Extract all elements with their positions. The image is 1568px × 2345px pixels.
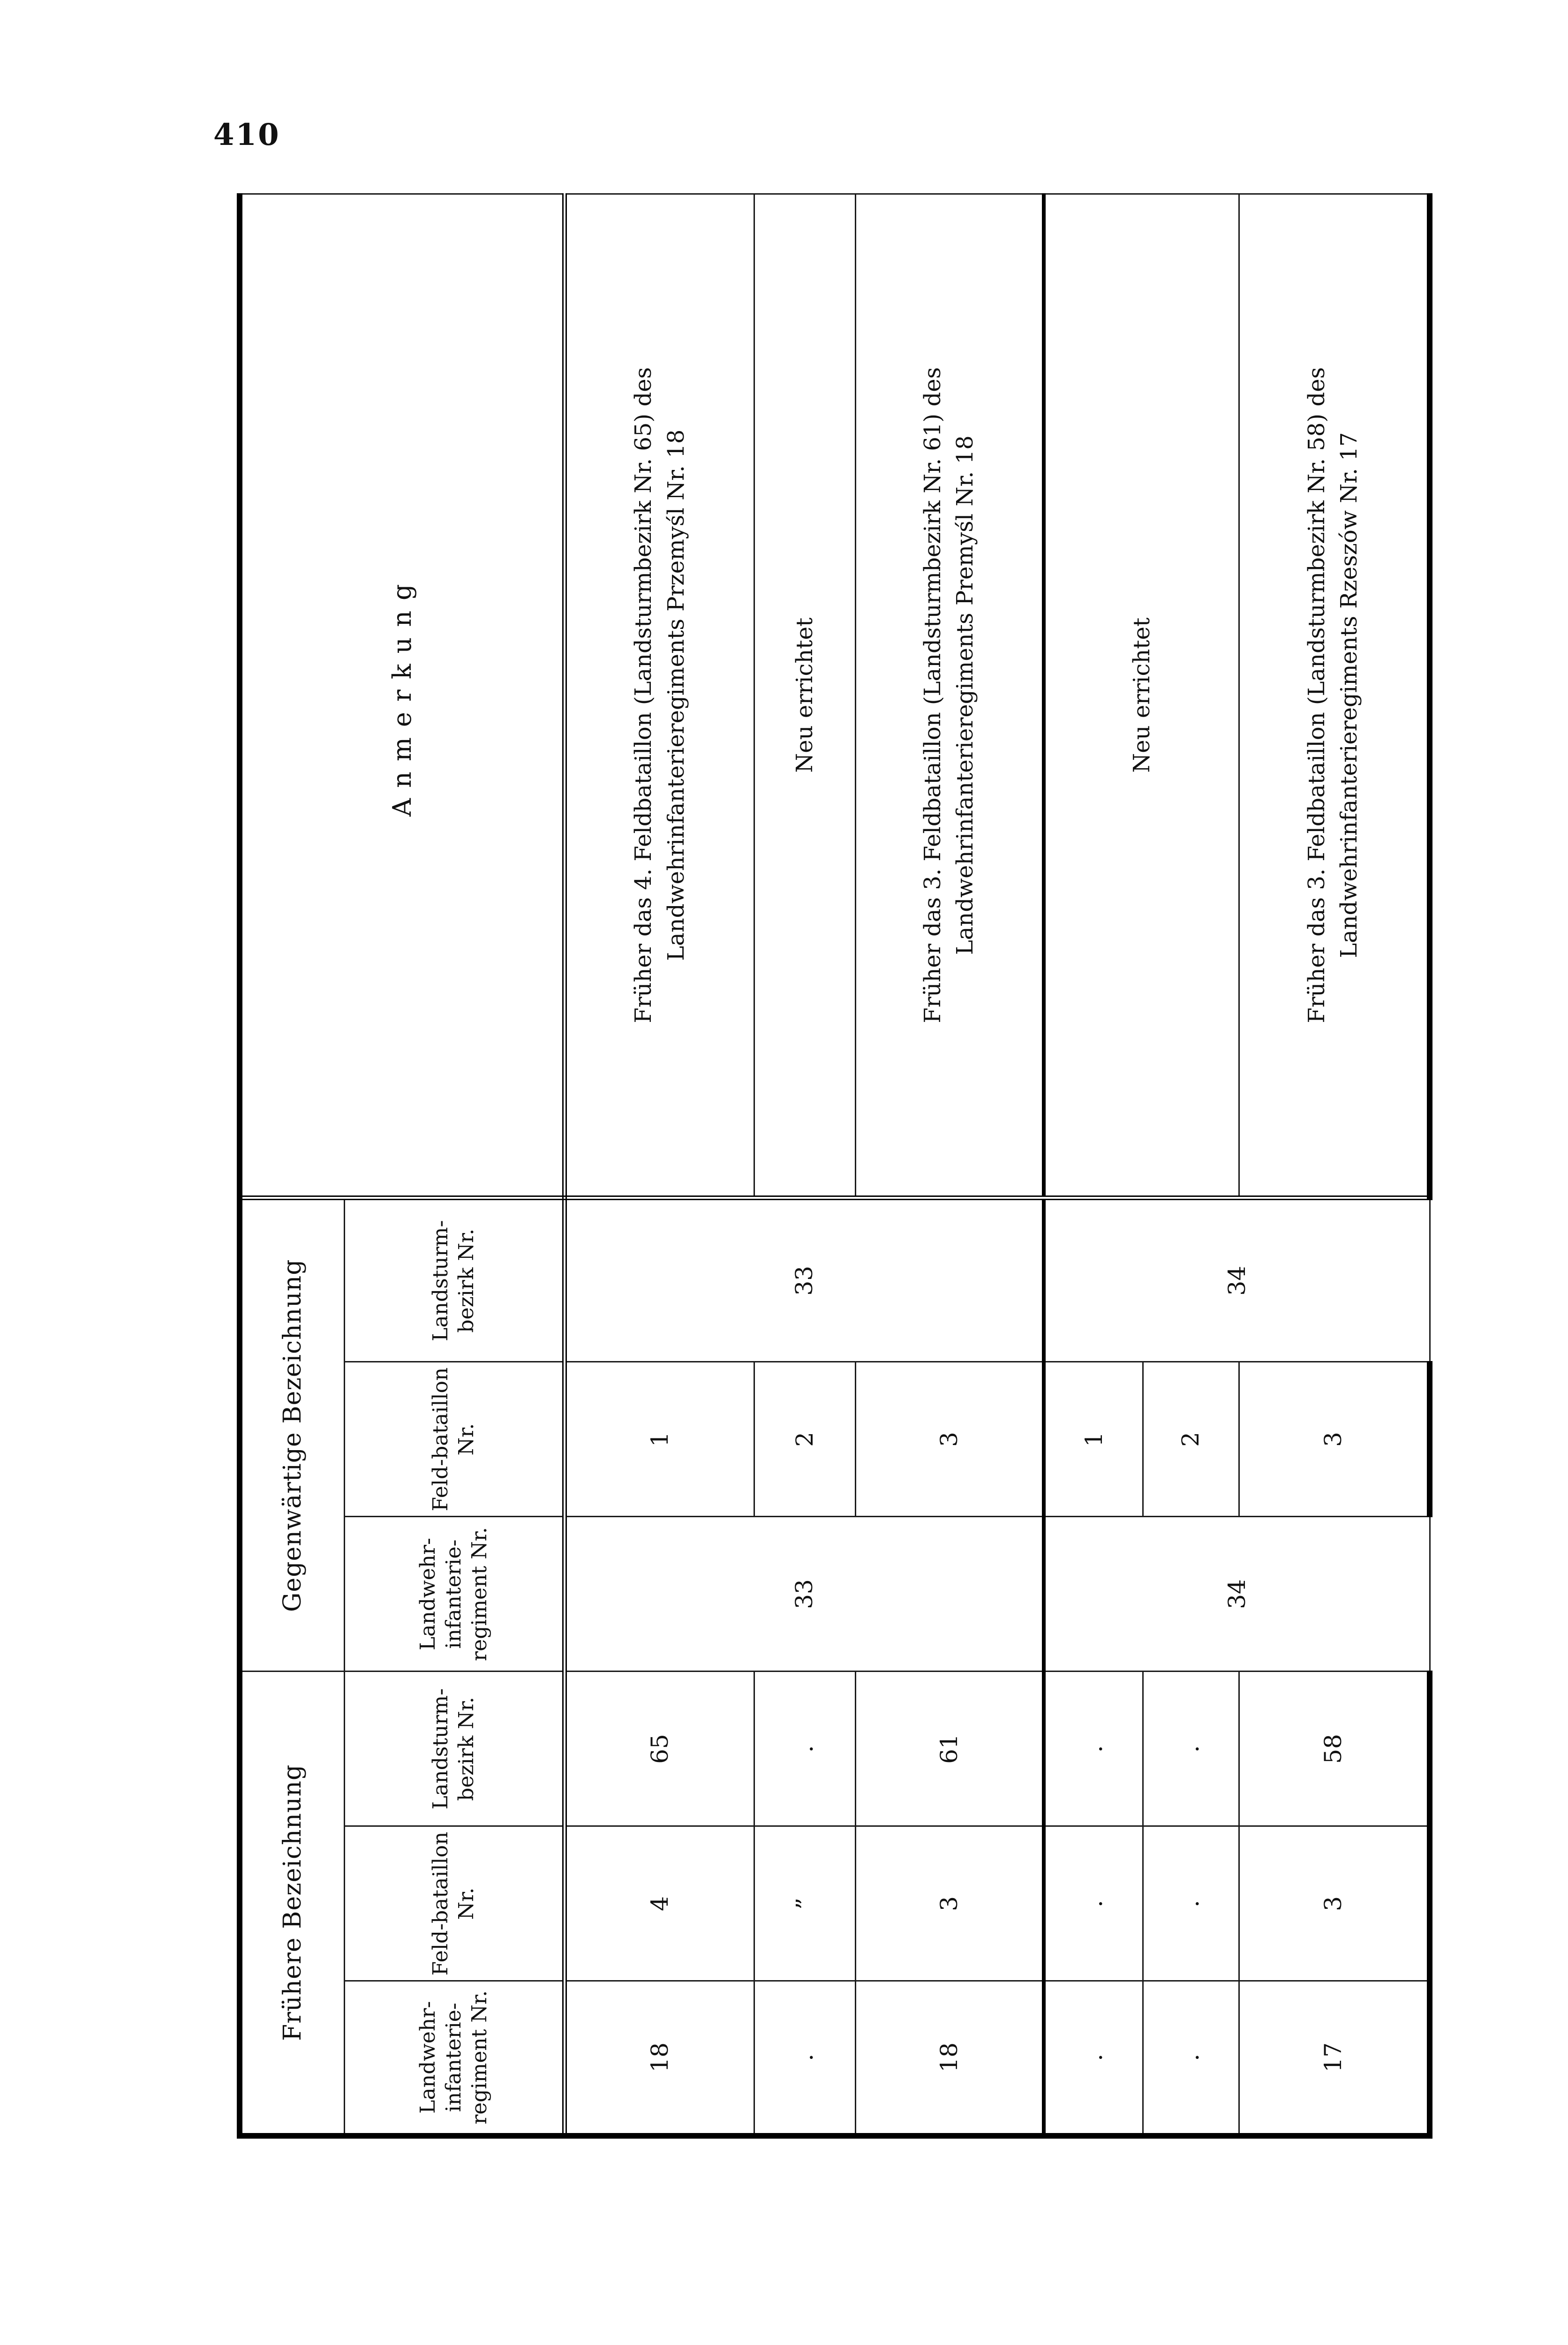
table-row [1239, 194, 1430, 2136]
cell-current-bezirk: 34 [1044, 1198, 1430, 1362]
cell-anmerkung: Früher das 3. Feldbataillon (Landsturmbezirk Nr. 61) des Landwehrinfanterieregiments Premyśl Nr. 18 [856, 194, 1044, 1198]
register-table [237, 193, 1432, 2139]
cell-current-bataillon: 1 [1044, 1362, 1143, 1517]
cell-current-bataillon: 3 [1239, 1362, 1430, 1517]
cell-anmerkung: Früher das 4. Feldbataillon (Landsturmbezirk Nr. 65) des Landwehrinfanterieregiments Przemyśl Nr. 18 [565, 194, 754, 1198]
cell-fruhere-bezirk: 65 [565, 1672, 754, 1826]
cell-current-bataillon: 1 [565, 1362, 754, 1517]
table-row [754, 194, 856, 2136]
cell-fruhere-regiment: . [1044, 1981, 1143, 2136]
cell-anmerkung: Neu errichtet [1044, 194, 1239, 1198]
header-fruhere-bezeichnung: Frühere Bezeichnung [240, 1672, 344, 2136]
cell-current-regiment: 34 [1044, 1517, 1430, 1672]
cell-fruhere-regiment: 18 [565, 1981, 754, 2136]
cell-fruhere-bataillon: . [1044, 1826, 1143, 1981]
cell-current-regiment: 33 [565, 1517, 1044, 1672]
cell-fruhere-bataillon: 3 [856, 1826, 1044, 1981]
register-table-rotated [237, 197, 1432, 2139]
cell-fruhere-bataillon: . [1143, 1826, 1239, 1981]
cell-fruhere-bataillon: 4 [565, 1826, 754, 1981]
cell-fruhere-bezirk: . [1044, 1672, 1143, 1826]
cell-fruhere-bataillon: 3 [1239, 1826, 1430, 1981]
table-row [856, 194, 1044, 2136]
cell-fruhere-regiment: . [1143, 1981, 1239, 2136]
header-anmerkung: Anmerkung [240, 194, 565, 1198]
cell-current-bataillon: 2 [754, 1362, 856, 1517]
cell-fruhere-bezirk: 61 [856, 1672, 1044, 1826]
cell-fruhere-bezirk: 58 [1239, 1672, 1430, 1826]
header-gegenwartige-bezeichnung: Gegenwärtige Bezeichnung [240, 1198, 344, 1672]
header-gegenwartige-regiment: Landwehr-infanterie-regiment Nr. [344, 1517, 565, 1672]
header-gegenwartige-bezirk: Landsturm-bezirk Nr. [344, 1198, 565, 1362]
header-gegenwartige-bataillon: Feld-bataillon Nr. [344, 1362, 565, 1517]
header-fruhere-bataillon: Feld-bataillon Nr. [344, 1826, 565, 1981]
cell-fruhere-regiment: 17 [1239, 1981, 1430, 2136]
cell-current-bataillon: 3 [856, 1362, 1044, 1517]
cell-fruhere-bezirk: . [1143, 1672, 1239, 1826]
cell-fruhere-bezirk: . [754, 1672, 856, 1826]
header-fruhere-bezirk: Landsturm-bezirk Nr. [344, 1672, 565, 1826]
table-row [1044, 194, 1143, 2136]
cell-anmerkung: Früher das 3. Feldbataillon (Landsturmbezirk Nr. 58) des Landwehrinfanterieregiments Rzeszów Nr. 17 [1239, 194, 1430, 1198]
cell-anmerkung: Neu errichtet [754, 194, 856, 1198]
cell-current-bezirk: 33 [565, 1198, 1044, 1362]
cell-current-bataillon: 2 [1143, 1362, 1239, 1517]
cell-fruhere-bataillon: ” [754, 1826, 856, 1981]
header-row-groups [240, 194, 344, 2136]
cell-fruhere-regiment: . [754, 1981, 856, 2136]
table-row [565, 194, 754, 2136]
page-number: 410 [213, 117, 280, 152]
header-fruhere-regiment: Landwehr-infanterie-regiment Nr. [344, 1981, 565, 2136]
cell-fruhere-regiment: 18 [856, 1981, 1044, 2136]
